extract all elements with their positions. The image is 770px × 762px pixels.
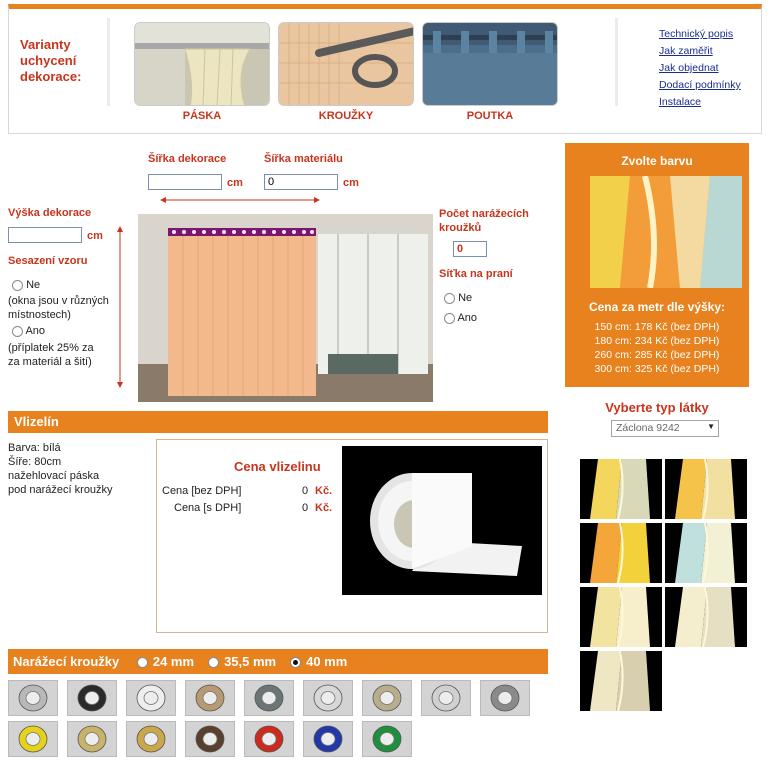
price-inc-vat-currency: Kč.	[315, 502, 333, 514]
ring-size-label: 35,5 mm	[224, 654, 277, 669]
fabric-swatch[interactable]	[580, 459, 662, 519]
ring-color-option[interactable]	[8, 721, 58, 757]
chevron-down-icon: ▼	[707, 422, 715, 431]
wash-net-yes-label: Ano	[457, 312, 478, 324]
vlizelin-type: nažehlovací páska	[8, 470, 100, 482]
ring-color-option[interactable]	[185, 680, 235, 716]
divider	[107, 18, 110, 106]
ring-size-radio[interactable]	[208, 657, 219, 668]
fabric-type-select[interactable]	[611, 420, 719, 437]
price-inc-vat-label: Cena [s DPH]	[174, 502, 242, 514]
fabric-swatch[interactable]	[580, 651, 662, 711]
ring-size-options	[123, 654, 347, 669]
link-technical-description[interactable]: Technický popis	[659, 28, 734, 40]
height-input[interactable]	[8, 227, 82, 243]
fabric-swatch[interactable]	[580, 523, 662, 583]
color-box-title: Zvolte barvu	[621, 154, 693, 168]
vlizelin-price-title: Cena vlizelinu	[234, 459, 321, 474]
link-installation[interactable]: Instalace	[659, 96, 702, 108]
curtain-preview-image	[138, 214, 433, 402]
ring-color-option[interactable]	[362, 680, 412, 716]
ring-color-option[interactable]	[185, 721, 235, 757]
material-width-unit: cm	[343, 177, 359, 189]
fabric-swatch[interactable]	[665, 523, 747, 583]
price-ex-vat-currency: Kč.	[315, 485, 333, 497]
rings-count-label: Počet narážecích kroužků	[439, 208, 529, 234]
vlizelin-roll-image	[342, 446, 542, 595]
ring-size-option[interactable]	[290, 654, 347, 669]
vlizelin-usage: pod narážecí kroužky	[8, 484, 113, 496]
price-260: 260 cm: 285 Kč (bez DPH)	[594, 349, 720, 361]
price-ex-vat-label: Cena [bez DPH]	[162, 485, 242, 497]
link-delivery-terms[interactable]: Dodací podmínky	[659, 79, 741, 91]
variants-label: Varianty uchycení dekorace:	[20, 37, 82, 84]
height-unit: cm	[87, 230, 103, 242]
ring-color-option[interactable]	[303, 721, 353, 757]
selected-color-image[interactable]	[590, 176, 742, 288]
divider	[615, 18, 618, 106]
wash-net-no-option[interactable]	[444, 292, 472, 304]
rings-header	[8, 649, 548, 674]
pattern-yes-label: Ano	[25, 325, 46, 337]
color-price-box	[565, 143, 749, 387]
ring-size-radio[interactable]	[137, 657, 148, 668]
material-width-label: Šířka materiálu	[264, 153, 343, 165]
variant-rings-caption[interactable]: KROUŽKY	[318, 110, 374, 122]
pattern-label: Sesazení vzoru	[8, 255, 88, 267]
pattern-no-option[interactable]	[12, 279, 40, 291]
decoration-width-input[interactable]	[148, 174, 222, 190]
info-links	[659, 26, 741, 111]
variant-rings-image[interactable]	[278, 22, 414, 106]
variant-loops-image[interactable]	[422, 22, 558, 106]
price-per-meter-title: Cena za metr dle výšky:	[588, 300, 726, 314]
pattern-yes-note: (příplatek 25% za za materiál a šití)	[8, 342, 94, 368]
wash-net-no-radio[interactable]	[444, 293, 455, 304]
ring-color-option[interactable]	[421, 680, 471, 716]
variant-tape-image[interactable]	[134, 22, 270, 106]
ring-color-option[interactable]	[8, 680, 58, 716]
ring-size-option[interactable]	[137, 654, 194, 669]
link-how-to-measure[interactable]: Jak zaměřit	[659, 45, 713, 57]
material-width-input[interactable]	[264, 174, 338, 190]
pattern-no-radio[interactable]	[12, 280, 23, 291]
link-how-to-order[interactable]: Jak objednat	[659, 62, 719, 74]
vlizelin-header: Vlizelín	[8, 411, 548, 433]
price-inc-vat-value: 0	[302, 502, 309, 514]
rings-title: Narážecí kroužky	[13, 654, 120, 669]
ring-color-option[interactable]	[67, 680, 117, 716]
price-150: 150 cm: 178 Kč (bez DPH)	[594, 321, 720, 333]
variant-tape-caption[interactable]: PÁSKA	[182, 110, 222, 122]
rings-count-input[interactable]	[453, 241, 487, 257]
vlizelin-description	[8, 441, 113, 497]
pattern-yes-option[interactable]	[12, 325, 45, 337]
ring-color-option[interactable]	[303, 680, 353, 716]
pattern-yes-radio[interactable]	[12, 326, 23, 337]
ring-color-option[interactable]	[244, 721, 294, 757]
vlizelin-color: Barva: bílá	[8, 442, 61, 454]
fabric-swatch[interactable]	[665, 459, 747, 519]
variant-loops-caption[interactable]: POUTKA	[466, 110, 514, 122]
ring-color-option[interactable]	[67, 721, 117, 757]
wash-net-label: Síťka na praní	[439, 268, 513, 280]
height-dimension-arrow	[115, 226, 125, 388]
fabric-swatch[interactable]	[580, 587, 662, 647]
price-ex-vat-value: 0	[302, 485, 309, 497]
fabric-swatch[interactable]	[665, 587, 747, 647]
price-180: 180 cm: 234 Kč (bez DPH)	[594, 335, 720, 347]
price-list	[565, 320, 749, 376]
ring-size-label: 40 mm	[306, 654, 348, 669]
decoration-width-unit: cm	[227, 177, 243, 189]
pattern-no-note: (okna jsou v různých místnostech)	[8, 295, 109, 321]
ring-color-option[interactable]	[126, 680, 176, 716]
decoration-width-label: Šířka dekorace	[148, 153, 227, 165]
price-300: 300 cm: 325 Kč (bez DPH)	[594, 363, 720, 375]
fabric-type-selected: Záclona 9242	[616, 422, 680, 434]
vlizelin-width: Šíře: 80cm	[8, 456, 62, 468]
ring-color-option[interactable]	[480, 680, 530, 716]
width-dimension-arrow	[160, 194, 320, 206]
ring-size-radio[interactable]	[290, 657, 301, 668]
ring-size-option[interactable]	[208, 654, 276, 669]
pattern-no-label: Ne	[26, 279, 41, 291]
fabric-type-label: Vyberte typ látky	[605, 400, 709, 415]
ring-color-option[interactable]	[126, 721, 176, 757]
ring-size-label: 24 mm	[152, 654, 195, 669]
ring-color-option[interactable]	[244, 680, 294, 716]
wash-net-yes-option[interactable]	[444, 312, 477, 324]
wash-net-no-label: Ne	[458, 292, 473, 304]
wash-net-yes-radio[interactable]	[444, 313, 455, 324]
height-label: Výška dekorace	[8, 207, 92, 219]
ring-color-option[interactable]	[362, 721, 412, 757]
